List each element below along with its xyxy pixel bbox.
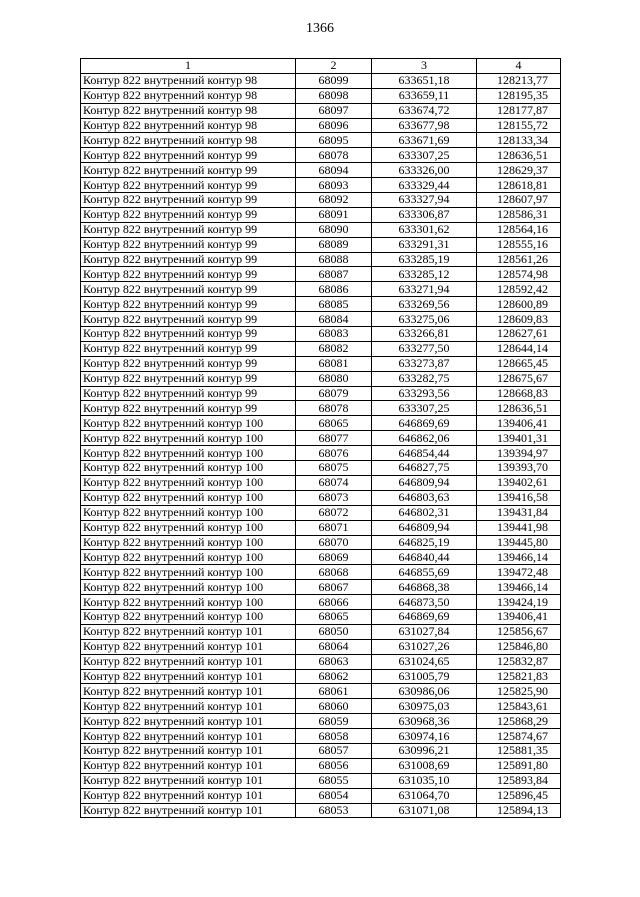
header-row: [81, 59, 561, 74]
y-coordinate-cell: 139441,98: [477, 520, 561, 535]
table-row: [81, 207, 561, 222]
table-row: [81, 595, 561, 610]
point-number-cell: 68059: [296, 714, 372, 729]
x-coordinate-cell: 646803,63: [372, 490, 477, 505]
y-coordinate-cell: 128607,97: [477, 193, 561, 208]
x-coordinate-cell: 630996,21: [372, 743, 477, 758]
table-row: [81, 654, 561, 669]
point-number-cell: 68089: [296, 237, 372, 252]
table-row: [81, 446, 561, 461]
y-coordinate-cell: 125821,83: [477, 669, 561, 684]
y-coordinate-cell: 128629,37: [477, 163, 561, 178]
table-row: [81, 401, 561, 416]
y-coordinate-cell: 125856,67: [477, 624, 561, 639]
table-row: [81, 222, 561, 237]
y-coordinate-cell: 128609,83: [477, 312, 561, 327]
point-number-cell: 68077: [296, 431, 372, 446]
y-coordinate-cell: 128586,31: [477, 207, 561, 222]
point-number-cell: 68090: [296, 222, 372, 237]
table-row: [81, 88, 561, 103]
contour-name-cell: Контур 822 внутренний контур 100: [81, 446, 296, 461]
y-coordinate-cell: 128195,35: [477, 88, 561, 103]
table-row: [81, 356, 561, 371]
y-coordinate-cell: 125868,29: [477, 714, 561, 729]
point-number-cell: 68061: [296, 684, 372, 699]
table-row: [81, 773, 561, 788]
x-coordinate-cell: 633307,25: [372, 401, 477, 416]
contour-name-cell: Контур 822 внутренний контур 101: [81, 743, 296, 758]
table-body: [81, 73, 561, 818]
contour-name-cell: Контур 822 внутренний контур 99: [81, 178, 296, 193]
table-row: [81, 505, 561, 520]
x-coordinate-cell: 631064,70: [372, 788, 477, 803]
x-coordinate-cell: 646869,69: [372, 609, 477, 624]
x-coordinate-cell: 631027,26: [372, 639, 477, 654]
point-number-cell: 68055: [296, 773, 372, 788]
x-coordinate-cell: 633677,98: [372, 118, 477, 133]
point-number-cell: 68073: [296, 490, 372, 505]
point-number-cell: 68072: [296, 505, 372, 520]
x-coordinate-cell: 633282,75: [372, 371, 477, 386]
contour-name-cell: Контур 822 внутренний контур 100: [81, 520, 296, 535]
point-number-cell: 68064: [296, 639, 372, 654]
column-header-4: 4: [477, 59, 561, 74]
table-row: [81, 178, 561, 193]
contour-name-cell: Контур 822 внутренний контур 99: [81, 386, 296, 401]
point-number-cell: 68062: [296, 669, 372, 684]
x-coordinate-cell: 646802,31: [372, 505, 477, 520]
table-row: [81, 327, 561, 342]
point-number-cell: 68096: [296, 118, 372, 133]
point-number-cell: 68058: [296, 729, 372, 744]
y-coordinate-cell: 125891,80: [477, 758, 561, 773]
y-coordinate-cell: 139406,41: [477, 609, 561, 624]
x-coordinate-cell: 633326,00: [372, 163, 477, 178]
x-coordinate-cell: 633671,69: [372, 133, 477, 148]
y-coordinate-cell: 128133,34: [477, 133, 561, 148]
point-number-cell: 68085: [296, 297, 372, 312]
x-coordinate-cell: 633275,06: [372, 312, 477, 327]
contour-name-cell: Контур 822 внутренний контур 99: [81, 401, 296, 416]
table-row: [81, 237, 561, 252]
table-header: [81, 59, 561, 74]
y-coordinate-cell: 139445,80: [477, 535, 561, 550]
y-coordinate-cell: 128618,81: [477, 178, 561, 193]
table-row: [81, 714, 561, 729]
y-coordinate-cell: 128555,16: [477, 237, 561, 252]
contour-name-cell: Контур 822 внутренний контур 100: [81, 609, 296, 624]
y-coordinate-cell: 128668,83: [477, 386, 561, 401]
x-coordinate-cell: 646869,69: [372, 416, 477, 431]
contour-name-cell: Контур 822 внутренний контур 100: [81, 461, 296, 476]
point-number-cell: 68056: [296, 758, 372, 773]
table-row: [81, 73, 561, 88]
contour-name-cell: Контур 822 внутренний контур 99: [81, 312, 296, 327]
coordinates-table: [80, 58, 561, 818]
x-coordinate-cell: 646862,06: [372, 431, 477, 446]
table-row: [81, 461, 561, 476]
page-number: 1366: [306, 21, 334, 36]
table-row: [81, 520, 561, 535]
table-row: [81, 297, 561, 312]
contour-name-cell: Контур 822 внутренний контур 99: [81, 297, 296, 312]
x-coordinate-cell: 630986,06: [372, 684, 477, 699]
table-row: [81, 282, 561, 297]
point-number-cell: 68086: [296, 282, 372, 297]
table-row: [81, 252, 561, 267]
point-number-cell: 68053: [296, 803, 372, 818]
x-coordinate-cell: 633285,12: [372, 267, 477, 282]
contour-name-cell: Контур 822 внутренний контур 99: [81, 207, 296, 222]
x-coordinate-cell: 633291,31: [372, 237, 477, 252]
x-coordinate-cell: 646855,69: [372, 565, 477, 580]
contour-name-cell: Контур 822 внутренний контур 101: [81, 624, 296, 639]
point-number-cell: 68095: [296, 133, 372, 148]
x-coordinate-cell: 646873,50: [372, 595, 477, 610]
x-coordinate-cell: 633327,94: [372, 193, 477, 208]
x-coordinate-cell: 646827,75: [372, 461, 477, 476]
x-coordinate-cell: 630968,36: [372, 714, 477, 729]
point-number-cell: 68080: [296, 371, 372, 386]
x-coordinate-cell: 633271,94: [372, 282, 477, 297]
y-coordinate-cell: 139394,97: [477, 446, 561, 461]
x-coordinate-cell: 633301,62: [372, 222, 477, 237]
contour-name-cell: Контур 822 внутренний контур 99: [81, 267, 296, 282]
table-row: [81, 133, 561, 148]
y-coordinate-cell: 125874,67: [477, 729, 561, 744]
contour-name-cell: Контур 822 внутренний контур 98: [81, 73, 296, 88]
contour-name-cell: Контур 822 внутренний контур 98: [81, 118, 296, 133]
y-coordinate-cell: 125881,35: [477, 743, 561, 758]
table-row: [81, 699, 561, 714]
contour-name-cell: Контур 822 внутренний контур 101: [81, 669, 296, 684]
table-row: [81, 475, 561, 490]
y-coordinate-cell: 139466,14: [477, 580, 561, 595]
contour-name-cell: Контур 822 внутренний контур 98: [81, 88, 296, 103]
point-number-cell: 68093: [296, 178, 372, 193]
y-coordinate-cell: 128561,26: [477, 252, 561, 267]
table-row: [81, 431, 561, 446]
y-coordinate-cell: 125896,45: [477, 788, 561, 803]
y-coordinate-cell: 139424,19: [477, 595, 561, 610]
table-row: [81, 103, 561, 118]
table-row: [81, 803, 561, 818]
x-coordinate-cell: 633273,87: [372, 356, 477, 371]
point-number-cell: 68094: [296, 163, 372, 178]
x-coordinate-cell: 630974,16: [372, 729, 477, 744]
y-coordinate-cell: 128213,77: [477, 73, 561, 88]
x-coordinate-cell: 646854,44: [372, 446, 477, 461]
point-number-cell: 68099: [296, 73, 372, 88]
y-coordinate-cell: 128675,67: [477, 371, 561, 386]
table-row: [81, 193, 561, 208]
y-coordinate-cell: 125843,61: [477, 699, 561, 714]
x-coordinate-cell: 646868,38: [372, 580, 477, 595]
point-number-cell: 68057: [296, 743, 372, 758]
x-coordinate-cell: 633307,25: [372, 148, 477, 163]
y-coordinate-cell: 125825,90: [477, 684, 561, 699]
point-number-cell: 68069: [296, 550, 372, 565]
y-coordinate-cell: 139431,84: [477, 505, 561, 520]
point-number-cell: 68087: [296, 267, 372, 282]
table-row: [81, 118, 561, 133]
point-number-cell: 68081: [296, 356, 372, 371]
contour-name-cell: Контур 822 внутренний контур 99: [81, 148, 296, 163]
point-number-cell: 68079: [296, 386, 372, 401]
contour-name-cell: Контур 822 внутренний контур 99: [81, 282, 296, 297]
contour-name-cell: Контур 822 внутренний контур 101: [81, 729, 296, 744]
x-coordinate-cell: 631035,10: [372, 773, 477, 788]
point-number-cell: 68084: [296, 312, 372, 327]
x-coordinate-cell: 633306,87: [372, 207, 477, 222]
table-row: [81, 416, 561, 431]
x-coordinate-cell: 633269,56: [372, 297, 477, 312]
contour-name-cell: Контур 822 внутренний контур 99: [81, 371, 296, 386]
contour-name-cell: Контур 822 внутренний контур 100: [81, 490, 296, 505]
table-row: [81, 341, 561, 356]
table-row: [81, 148, 561, 163]
x-coordinate-cell: 633277,50: [372, 341, 477, 356]
contour-name-cell: Контур 822 внутренний контур 100: [81, 595, 296, 610]
x-coordinate-cell: 631027,84: [372, 624, 477, 639]
contour-name-cell: Контур 822 внутренний контур 99: [81, 222, 296, 237]
y-coordinate-cell: 128636,51: [477, 401, 561, 416]
x-coordinate-cell: 633285,19: [372, 252, 477, 267]
point-number-cell: 68082: [296, 341, 372, 356]
contour-name-cell: Контур 822 внутренний контур 100: [81, 475, 296, 490]
point-number-cell: 68083: [296, 327, 372, 342]
table-row: [81, 743, 561, 758]
y-coordinate-cell: 139416,58: [477, 490, 561, 505]
x-coordinate-cell: 633329,44: [372, 178, 477, 193]
contour-name-cell: Контур 822 внутренний контур 101: [81, 788, 296, 803]
contour-name-cell: Контур 822 внутренний контур 98: [81, 103, 296, 118]
contour-name-cell: Контур 822 внутренний контур 100: [81, 565, 296, 580]
table-row: [81, 565, 561, 580]
contour-name-cell: Контур 822 внутренний контур 99: [81, 163, 296, 178]
x-coordinate-cell: 633266,81: [372, 327, 477, 342]
point-number-cell: 68063: [296, 654, 372, 669]
contour-name-cell: Контур 822 внутренний контур 100: [81, 580, 296, 595]
contour-name-cell: Контур 822 внутренний контур 101: [81, 758, 296, 773]
point-number-cell: 68068: [296, 565, 372, 580]
y-coordinate-cell: 125846,80: [477, 639, 561, 654]
contour-name-cell: Контур 822 внутренний контур 101: [81, 684, 296, 699]
table-row: [81, 312, 561, 327]
x-coordinate-cell: 646809,94: [372, 520, 477, 535]
x-coordinate-cell: 633293,56: [372, 386, 477, 401]
point-number-cell: 68074: [296, 475, 372, 490]
table-row: [81, 267, 561, 282]
contour-name-cell: Контур 822 внутренний контур 99: [81, 327, 296, 342]
table-row: [81, 163, 561, 178]
contour-name-cell: Контур 822 внутренний контур 99: [81, 237, 296, 252]
x-coordinate-cell: 633674,72: [372, 103, 477, 118]
point-number-cell: 68098: [296, 88, 372, 103]
x-coordinate-cell: 633651,18: [372, 73, 477, 88]
table-row: [81, 639, 561, 654]
table-row: [81, 624, 561, 639]
contour-name-cell: Контур 822 внутренний контур 100: [81, 416, 296, 431]
x-coordinate-cell: 646825,19: [372, 535, 477, 550]
contour-name-cell: Контур 822 внутренний контур 100: [81, 505, 296, 520]
x-coordinate-cell: 631071,08: [372, 803, 477, 818]
table-row: [81, 684, 561, 699]
y-coordinate-cell: 128574,98: [477, 267, 561, 282]
y-coordinate-cell: 139466,14: [477, 550, 561, 565]
y-coordinate-cell: 125893,84: [477, 773, 561, 788]
table-row: [81, 371, 561, 386]
y-coordinate-cell: 139406,41: [477, 416, 561, 431]
contour-name-cell: Контур 822 внутренний контур 101: [81, 773, 296, 788]
point-number-cell: 68070: [296, 535, 372, 550]
point-number-cell: 68065: [296, 416, 372, 431]
x-coordinate-cell: 646840,44: [372, 550, 477, 565]
x-coordinate-cell: 646809,94: [372, 475, 477, 490]
table-row: [81, 490, 561, 505]
y-coordinate-cell: 128665,45: [477, 356, 561, 371]
y-coordinate-cell: 139393,70: [477, 461, 561, 476]
y-coordinate-cell: 125832,87: [477, 654, 561, 669]
point-number-cell: 68097: [296, 103, 372, 118]
contour-name-cell: Контур 822 внутренний контур 99: [81, 193, 296, 208]
y-coordinate-cell: 128600,89: [477, 297, 561, 312]
point-number-cell: 68050: [296, 624, 372, 639]
point-number-cell: 68065: [296, 609, 372, 624]
column-header-2: 2: [296, 59, 372, 74]
point-number-cell: 68054: [296, 788, 372, 803]
point-number-cell: 68092: [296, 193, 372, 208]
point-number-cell: 68071: [296, 520, 372, 535]
contour-name-cell: Контур 822 внутренний контур 101: [81, 654, 296, 669]
y-coordinate-cell: 128636,51: [477, 148, 561, 163]
contour-name-cell: Контур 822 внутренний контур 101: [81, 803, 296, 818]
x-coordinate-cell: 630975,03: [372, 699, 477, 714]
point-number-cell: 68078: [296, 401, 372, 416]
y-coordinate-cell: 128155,72: [477, 118, 561, 133]
table-row: [81, 609, 561, 624]
contour-name-cell: Контур 822 внутренний контур 99: [81, 341, 296, 356]
y-coordinate-cell: 128177,87: [477, 103, 561, 118]
point-number-cell: 68066: [296, 595, 372, 610]
table-row: [81, 729, 561, 744]
contour-name-cell: Контур 822 внутренний контур 99: [81, 252, 296, 267]
contour-name-cell: Контур 822 внутренний контур 101: [81, 714, 296, 729]
y-coordinate-cell: 128564,16: [477, 222, 561, 237]
x-coordinate-cell: 631024,65: [372, 654, 477, 669]
table-row: [81, 758, 561, 773]
y-coordinate-cell: 128592,42: [477, 282, 561, 297]
column-header-3: 3: [372, 59, 477, 74]
table-row: [81, 580, 561, 595]
x-coordinate-cell: 631005,79: [372, 669, 477, 684]
point-number-cell: 68067: [296, 580, 372, 595]
point-number-cell: 68091: [296, 207, 372, 222]
contour-name-cell: Контур 822 внутренний контур 98: [81, 133, 296, 148]
contour-name-cell: Контур 822 внутренний контур 99: [81, 356, 296, 371]
contour-name-cell: Контур 822 внутренний контур 100: [81, 431, 296, 446]
y-coordinate-cell: 139401,31: [477, 431, 561, 446]
point-number-cell: 68075: [296, 461, 372, 476]
contour-name-cell: Контур 822 внутренний контур 101: [81, 639, 296, 654]
y-coordinate-cell: 128644,14: [477, 341, 561, 356]
contour-name-cell: Контур 822 внутренний контур 101: [81, 699, 296, 714]
table-row: [81, 669, 561, 684]
y-coordinate-cell: 139472,48: [477, 565, 561, 580]
y-coordinate-cell: 139402,61: [477, 475, 561, 490]
table-row: [81, 788, 561, 803]
contour-name-cell: Контур 822 внутренний контур 100: [81, 535, 296, 550]
y-coordinate-cell: 125894,13: [477, 803, 561, 818]
column-header-1: 1: [81, 59, 296, 74]
point-number-cell: 68060: [296, 699, 372, 714]
table-row: [81, 386, 561, 401]
point-number-cell: 68088: [296, 252, 372, 267]
table-row: [81, 535, 561, 550]
x-coordinate-cell: 631008,69: [372, 758, 477, 773]
point-number-cell: 68078: [296, 148, 372, 163]
y-coordinate-cell: 128627,61: [477, 327, 561, 342]
table-row: [81, 550, 561, 565]
point-number-cell: 68076: [296, 446, 372, 461]
contour-name-cell: Контур 822 внутренний контур 100: [81, 550, 296, 565]
x-coordinate-cell: 633659,11: [372, 88, 477, 103]
